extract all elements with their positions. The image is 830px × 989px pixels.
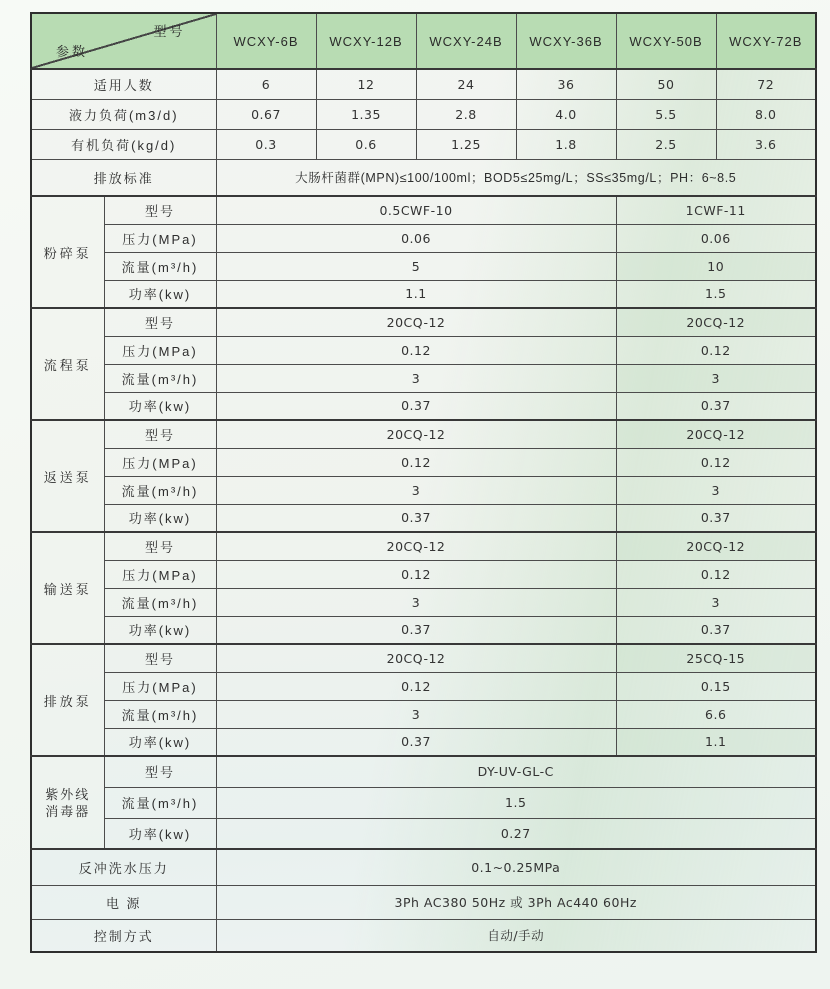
cell-value: 自动/手动	[216, 919, 816, 952]
row-label: 型号	[104, 196, 216, 224]
row-label: 功率(kw)	[104, 818, 216, 849]
organic-load-row	[31, 129, 816, 159]
cell-value: 0.5CWF-10	[216, 196, 616, 224]
pump-row	[31, 588, 816, 616]
pump-row	[31, 728, 816, 756]
cell-value: 3	[216, 588, 616, 616]
cell-value: 0.12	[216, 448, 616, 476]
row-label: 流量(m³/h)	[104, 476, 216, 504]
spec-table	[30, 12, 817, 953]
cell-value: 20CQ-12	[616, 532, 816, 560]
cell-value: 0.12	[216, 672, 616, 700]
pump-group-label: 返送泵	[31, 420, 104, 532]
pump-row	[31, 560, 816, 588]
cell-value: 1CWF-11	[616, 196, 816, 224]
row-label: 排放标准	[31, 159, 216, 196]
pump-row	[31, 420, 816, 448]
cell-value: 12	[316, 69, 416, 99]
corner-model-label: 型号	[153, 24, 186, 39]
pump-group-label: 粉碎泵	[31, 196, 104, 308]
discharge-standard-value: 大肠杆菌群(MPN)≤100/100ml；BOD5≤25mg/L；SS≤35mg/L；PH：6~8.5	[216, 159, 816, 196]
cell-value: 6	[216, 69, 316, 99]
backwash-pressure-row	[31, 849, 816, 885]
model-header: WCXY-36B	[516, 13, 616, 69]
cell-value: 0.37	[216, 728, 616, 756]
cell-value: 3.6	[716, 129, 816, 159]
pump-row	[31, 644, 816, 672]
cell-value: 0.1~0.25MPa	[216, 849, 816, 885]
pump-row	[31, 252, 816, 280]
cell-value: 3	[216, 476, 616, 504]
corner-param-label: 参数	[56, 44, 89, 59]
cell-value: 0.06	[216, 224, 616, 252]
cell-value: 0.12	[616, 560, 816, 588]
uv-group-label	[31, 756, 104, 849]
cell-value: 1.8	[516, 129, 616, 159]
discharge-standard-row	[31, 159, 816, 196]
cell-value: 0.37	[616, 616, 816, 644]
uv-row	[31, 818, 816, 849]
pump-group-label: 输送泵	[31, 532, 104, 644]
cell-value: 3Ph AC380 50Hz 或 3Ph Ac440 60Hz	[216, 885, 816, 919]
people-row	[31, 69, 816, 99]
pump-row	[31, 280, 816, 308]
model-header: WCXY-72B	[716, 13, 816, 69]
pump-row	[31, 308, 816, 336]
cell-value: 1.25	[416, 129, 516, 159]
pump-row	[31, 476, 816, 504]
row-label: 流量(m³/h)	[104, 364, 216, 392]
cell-value: 0.06	[616, 224, 816, 252]
row-label: 压力(MPa)	[104, 336, 216, 364]
row-label: 液力负荷(m3/d)	[31, 99, 216, 129]
pump-row	[31, 392, 816, 420]
row-label: 压力(MPa)	[104, 560, 216, 588]
pump-row	[31, 364, 816, 392]
cell-value: DY-UV-GL-C	[216, 756, 816, 787]
cell-value: 3	[216, 364, 616, 392]
cell-value: 6.6	[616, 700, 816, 728]
model-header: WCXY-24B	[416, 13, 516, 69]
row-label: 流量(m³/h)	[104, 787, 216, 818]
cell-value: 20CQ-12	[216, 644, 616, 672]
power-supply-row	[31, 885, 816, 919]
row-label: 流量(m³/h)	[104, 252, 216, 280]
row-label: 型号	[104, 420, 216, 448]
cell-value: 10	[616, 252, 816, 280]
cell-value: 3	[616, 588, 816, 616]
cell-value: 5	[216, 252, 616, 280]
uv-group-line1: 紫外线	[45, 786, 91, 802]
cell-value: 0.37	[216, 392, 616, 420]
uv-row	[31, 787, 816, 818]
cell-value: 0.6	[316, 129, 416, 159]
cell-value: 2.5	[616, 129, 716, 159]
row-label: 功率(kw)	[104, 504, 216, 532]
row-label: 控制方式	[31, 919, 216, 952]
pump-row	[31, 672, 816, 700]
row-label: 压力(MPa)	[104, 672, 216, 700]
cell-value: 1.5	[616, 280, 816, 308]
row-label: 有机负荷(kg/d)	[31, 129, 216, 159]
cell-value: 3	[616, 476, 816, 504]
cell-value: 0.12	[216, 560, 616, 588]
row-label: 功率(kw)	[104, 616, 216, 644]
model-header: WCXY-50B	[616, 13, 716, 69]
cell-value: 8.0	[716, 99, 816, 129]
cell-value: 0.37	[616, 392, 816, 420]
row-label: 型号	[104, 532, 216, 560]
row-label: 功率(kw)	[104, 728, 216, 756]
pump-row	[31, 532, 816, 560]
cell-value: 0.15	[616, 672, 816, 700]
pump-row	[31, 448, 816, 476]
cell-value: 0.67	[216, 99, 316, 129]
cell-value: 5.5	[616, 99, 716, 129]
cell-value: 1.1	[616, 728, 816, 756]
cell-value: 1.35	[316, 99, 416, 129]
cell-value: 0.27	[216, 818, 816, 849]
pump-group-label: 流程泵	[31, 308, 104, 420]
cell-value: 1.5	[216, 787, 816, 818]
model-header: WCXY-12B	[316, 13, 416, 69]
uv-row	[31, 756, 816, 787]
pump-row	[31, 700, 816, 728]
cell-value: 20CQ-12	[216, 308, 616, 336]
cell-value: 20CQ-12	[216, 532, 616, 560]
cell-value: 0.3	[216, 129, 316, 159]
row-label: 型号	[104, 644, 216, 672]
pump-row	[31, 196, 816, 224]
cell-value: 20CQ-12	[616, 420, 816, 448]
cell-value: 3	[616, 364, 816, 392]
header-row	[31, 13, 816, 69]
row-label: 压力(MPa)	[104, 448, 216, 476]
cell-value: 0.12	[616, 448, 816, 476]
cell-value: 2.8	[416, 99, 516, 129]
pump-row	[31, 224, 816, 252]
row-label: 功率(kw)	[104, 392, 216, 420]
cell-value: 25CQ-15	[616, 644, 816, 672]
row-label: 流量(m³/h)	[104, 700, 216, 728]
cell-value: 0.37	[216, 616, 616, 644]
pump-row	[31, 616, 816, 644]
row-label: 反冲洗水压力	[31, 849, 216, 885]
cell-value: 3	[216, 700, 616, 728]
row-label: 流量(m³/h)	[104, 588, 216, 616]
control-mode-row	[31, 919, 816, 952]
cell-value: 1.1	[216, 280, 616, 308]
pump-row	[31, 336, 816, 364]
uv-group-line2: 消毒器	[45, 803, 91, 819]
row-label: 功率(kw)	[104, 280, 216, 308]
model-header: WCXY-6B	[216, 13, 316, 69]
cell-value: 50	[616, 69, 716, 99]
cell-value: 0.37	[616, 504, 816, 532]
cell-value: 0.12	[616, 336, 816, 364]
cell-value: 20CQ-12	[616, 308, 816, 336]
row-label: 适用人数	[31, 69, 216, 99]
hydraulic-load-row	[31, 99, 816, 129]
cell-value: 0.37	[216, 504, 616, 532]
row-label: 型号	[104, 756, 216, 787]
cell-value: 4.0	[516, 99, 616, 129]
cell-value: 72	[716, 69, 816, 99]
row-label: 电 源	[31, 885, 216, 919]
row-label: 压力(MPa)	[104, 224, 216, 252]
cell-value: 24	[416, 69, 516, 99]
pump-group-label: 排放泵	[31, 644, 104, 756]
cell-value: 36	[516, 69, 616, 99]
row-label: 型号	[104, 308, 216, 336]
cell-value: 0.12	[216, 336, 616, 364]
cell-value: 20CQ-12	[216, 420, 616, 448]
pump-row	[31, 504, 816, 532]
header-corner-cell	[31, 13, 216, 69]
